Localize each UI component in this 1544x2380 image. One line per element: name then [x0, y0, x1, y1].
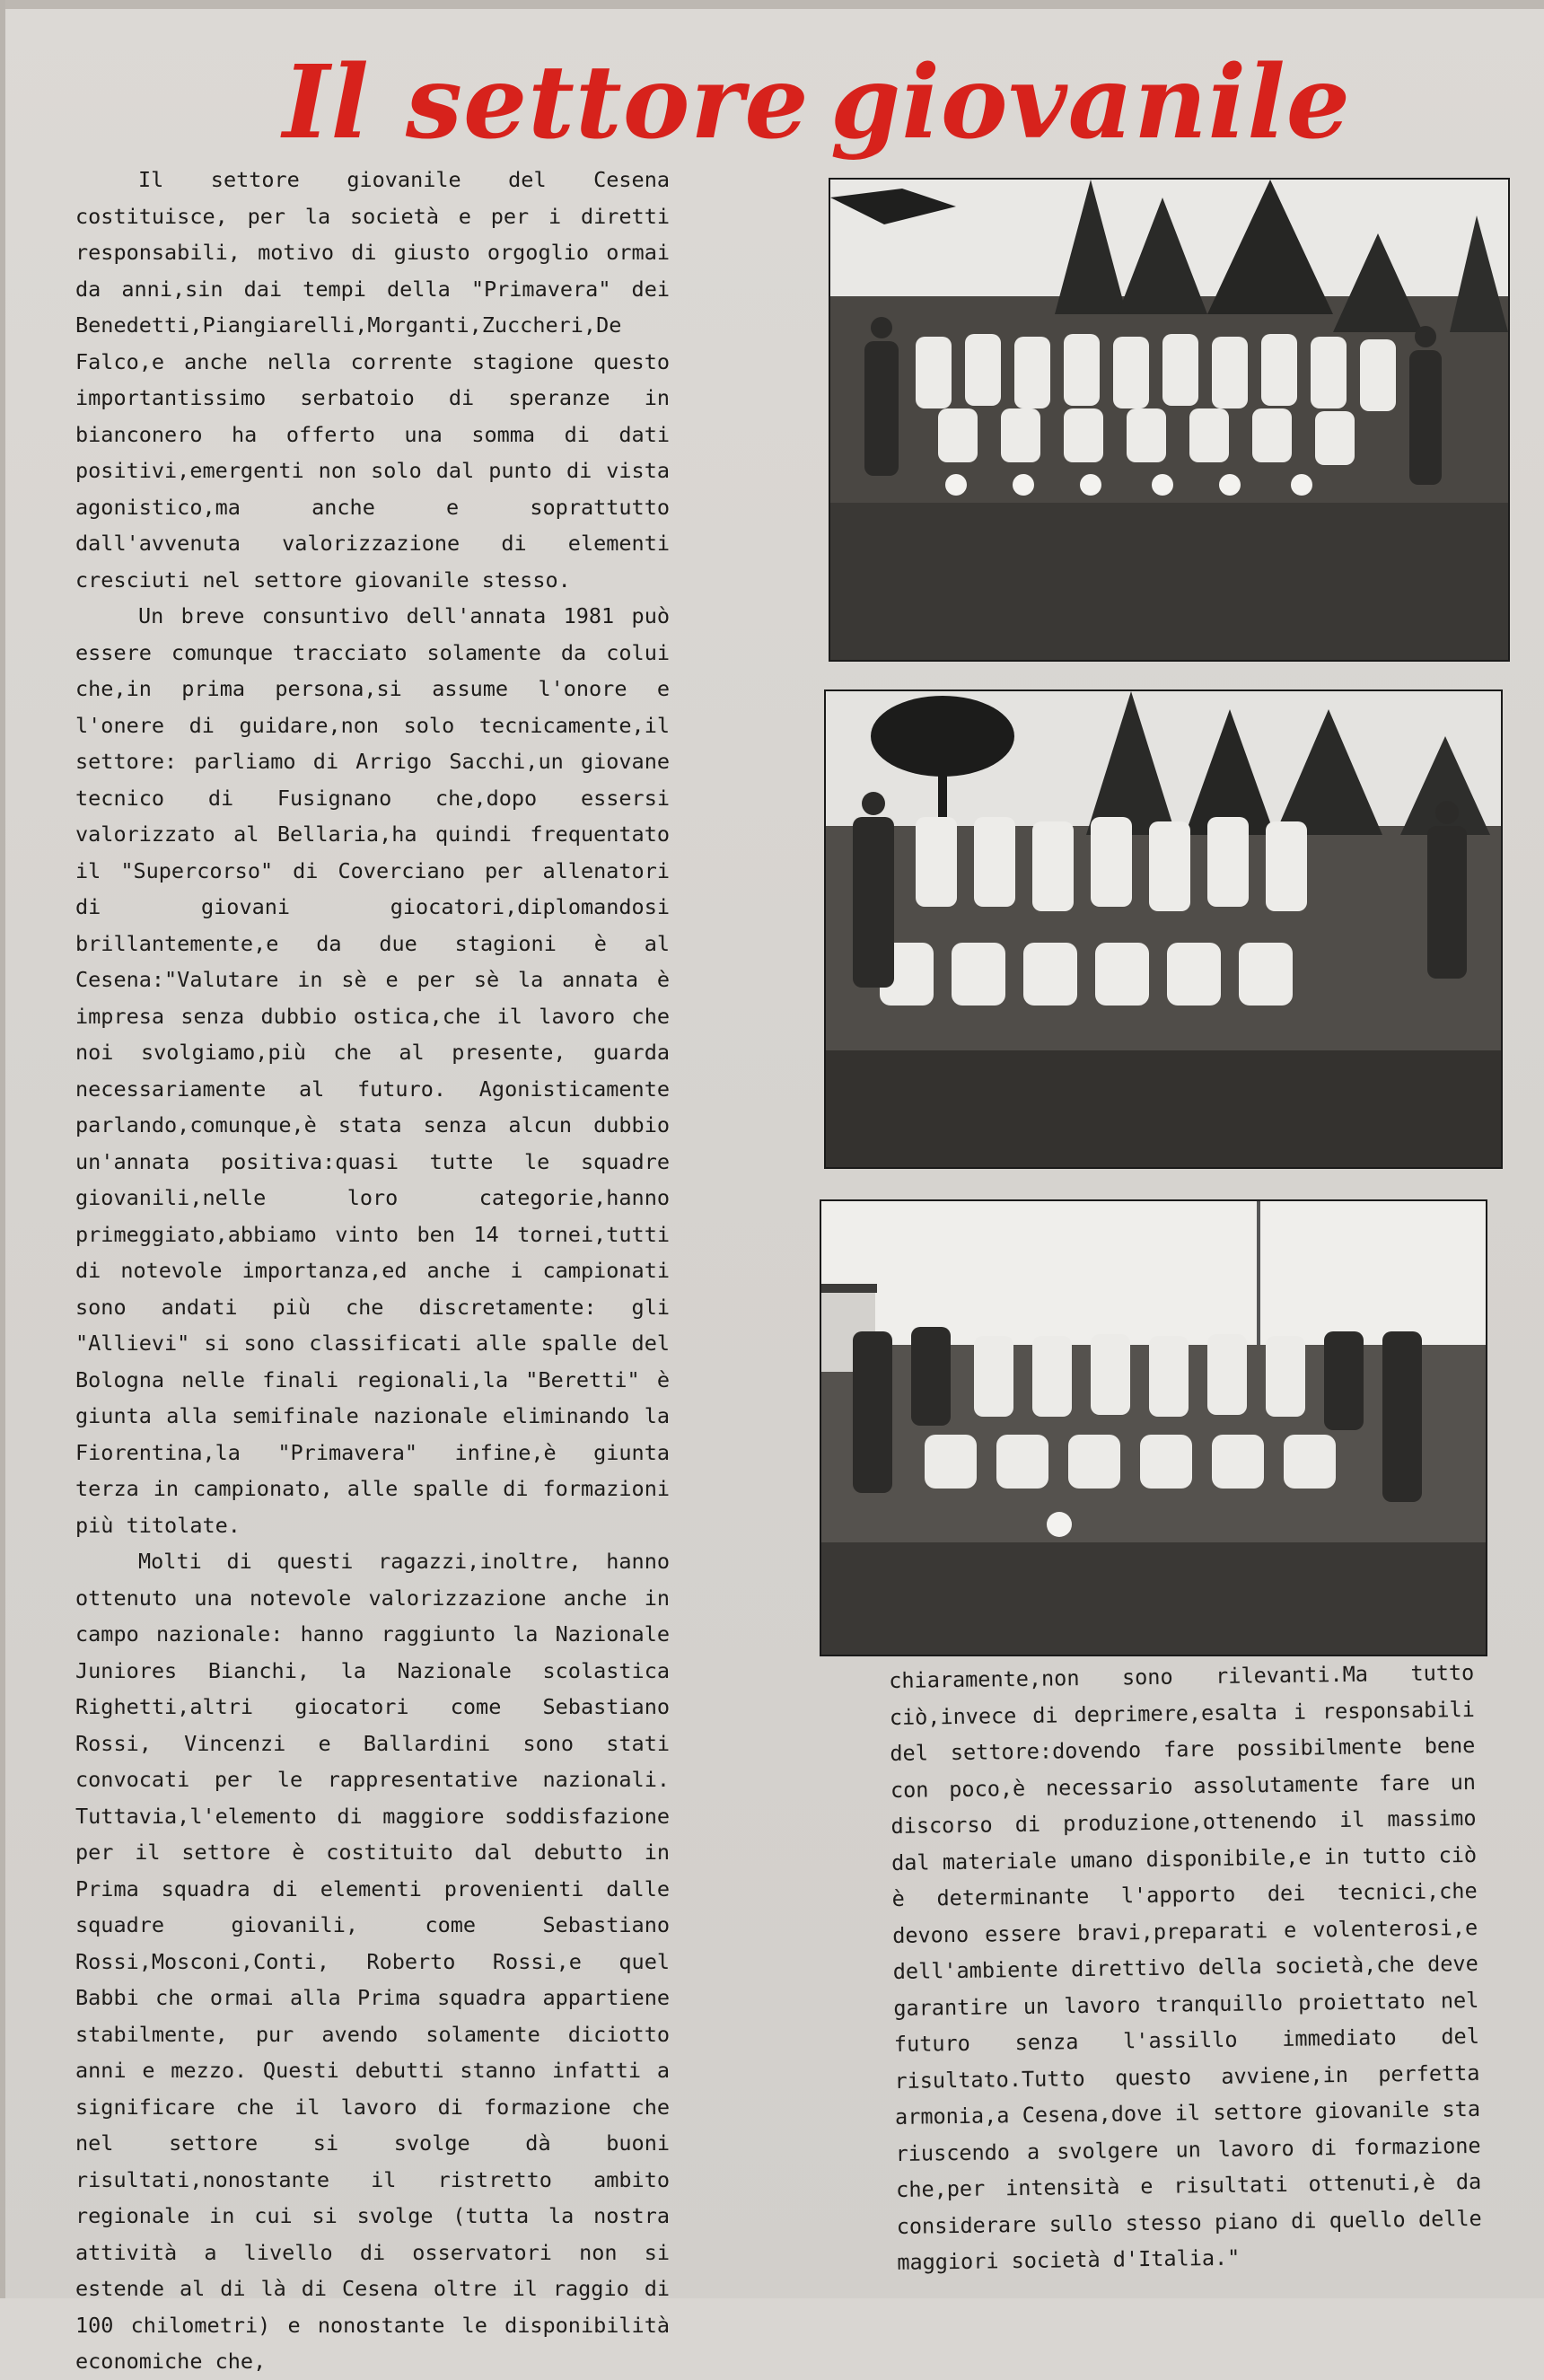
article-title — [0, 36, 1544, 171]
team-photo-1-image — [830, 180, 1508, 660]
team-photo-1 — [830, 180, 1508, 660]
team-photo-3 — [821, 1201, 1486, 1655]
team-photo-3-image — [821, 1201, 1486, 1655]
paragraph-1: Il settore giovanile del Cesena costituisce, per la società e per i diretti responsabili, motivo di giusto orgoglio ormai da anni,sin dai tempi della "Primavera" dei Benedetti,Piangiarelli,Morganti,Zuccheri,De Falco,e anche nella corrente stagione questo importantissimo serbatoio di speranze in bianconero ha offerto una somma di dati positivi,emergenti non solo dal punto di vista agonistico,ma anche e soprattutto dall'avvenuta valorizzazione di elementi cresciuti nel settore giovanile stesso. — [75, 167, 670, 593]
paragraph-2: Un breve consuntivo dell'annata 1981 può essere comunque tracciato solamente da colui che,in prima persona,si assume l'onore e l'onere di guidare,non solo tecnicamente,il settore: parliamo di Arrigo Sacchi,un giovane tecnico di Fusignano che,dopo essersi valorizzato al Bellaria,ha quindi frequentato il "Supercorso" di Coverciano per allenatori di giovani giocatori,diplomandosi brillantemente,e da due stagioni è al Cesena:"Valutare in sè e per sè la annata è impresa senza dubbio ostica,che il lavoro che noi svolgiamo,più che al presente, guarda necessariamente al futuro. Agonisticamente parlando,comunque,è stata senza alcun dubbio un'annata positiva:quasi tutte le squadre giovanili,nelle loro categorie,hanno primeggiato,abbiamo vinto ben 14 tornei,tutti di notevole importanza,ed anche i campionati sono andati più che discretamente: gli "Allievi" si sono classificati alle spalle del Bologna nelle finali regionali,la "Beretti" è giunta alla semifinale nazionale eliminando la Fiorentina,la "Primavera" infine,è giunta terza in campionato, alle spalle di formazioni più titolate. — [75, 603, 670, 1538]
team-photo-2 — [826, 691, 1501, 1167]
team-photo-2-image — [826, 691, 1501, 1167]
paragraph-4: chiaramente,non sono rilevanti.Ma tutto ciò,invece di deprimere,esalta i responsabili del settore:dovendo fare possibilmente bene con poco,è necessario assolutamente fare un discorso di produzione,ottenendo il massimo dal materiale umano disponibile,e in tutto ciò è determinante l'apporto dei tecnici,che devono essere bravi,preparati e volenterosi,e dell'ambiente direttivo della società,che deve garantire un lavoro tranquillo proiettato nel futuro senza l'assillo immediato del risultato.Tutto questo avviene,in perfetta armonia,a Cesena,dove il settore giovanile sta riuscendo a svolgere un lavoro di formazione che,per intensità e risultati ottenuti,è da considerare sullo stesso piano di quello delle maggiori società d'Italia." — [889, 1659, 1482, 2275]
title-word-1: Il settore — [283, 44, 810, 162]
title-word-2: giovanile — [830, 44, 1351, 162]
right-text-column — [889, 1655, 1483, 2281]
left-text-column — [75, 162, 670, 2380]
page-top-edge — [0, 0, 1544, 9]
paragraph-3: Molti di questi ragazzi,inoltre, hanno ottenuto una notevole valorizzazione anche in campo nazionale: hanno raggiunto la Nazionale Juniores Bianchi, la Nazionale scolastica Righetti,altri giocatori come Sebastiano Rossi, Vincenzi e Ballardini sono stati convocati per le rappresentative nazionali. Tuttavia,l'elemento di maggiore soddisfazione per il settore è costituito dal debutto in Prima squadra di elementi provenienti dalle squadre giovanili, come Sebastiano Rossi,Mosconi,Conti, Roberto Rossi,e quel Babbi che ormai alla Prima squadra appartiene stabilmente, pur avendo solamente diciotto anni e mezzo. Questi debutti stanno infatti a significare che il lavoro di formazione che nel settore si svolge dà buoni risultati,nonostante il ristretto ambito regionale in cui si svolge (tutta la nostra attività a livello di osservatori non si estende al di là di Cesena oltre il raggio di 100 chilometri) e nonostante le disponibilità economiche che, — [75, 1549, 670, 2374]
page-left-edge — [0, 0, 5, 2298]
